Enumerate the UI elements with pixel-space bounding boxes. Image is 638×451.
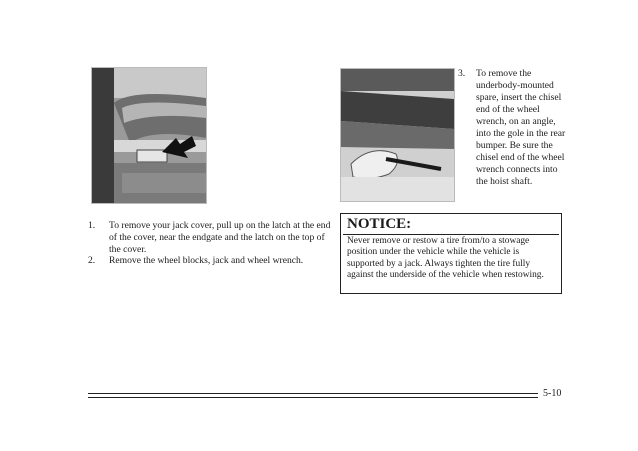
left-steps [88,220,338,267]
step-text: To remove the underbody-mounted spare, insert the chisel end of the wheel wrench, on an angle, into the gole in the rear bumper. Be sure the chisel end of the wheel wrench connects into the hoist shaft. [476,68,566,187]
step-2 [88,255,338,267]
step-3 [458,68,568,188]
step-number: 3. [458,68,466,79]
step-text: Remove the wheel blocks, jack and wheel wrench. [109,255,304,267]
step-number: 2. [88,255,96,267]
notice-box [340,213,562,294]
footer-rule-top [88,393,538,394]
step-number: 1. [88,220,96,231]
footer-rule-bottom [88,397,538,398]
step-1 [88,220,338,255]
notice-heading: NOTICE: [347,216,412,232]
jack-cover-photo [91,67,207,204]
step-text: To remove your jack cover, pull up on the latch at the end of the cover, near the endgate and the latch on the top of the cover. [109,220,331,255]
wheel-wrench-photo [340,68,455,202]
page-number: 5-10 [543,388,562,399]
notice-body: Never remove or restow a tire from/to a stowage position under the vehicle while the vehicle is supported by a jack. Always tighten the tire fully against the underside of the vehicle when restowing. [347,236,544,281]
